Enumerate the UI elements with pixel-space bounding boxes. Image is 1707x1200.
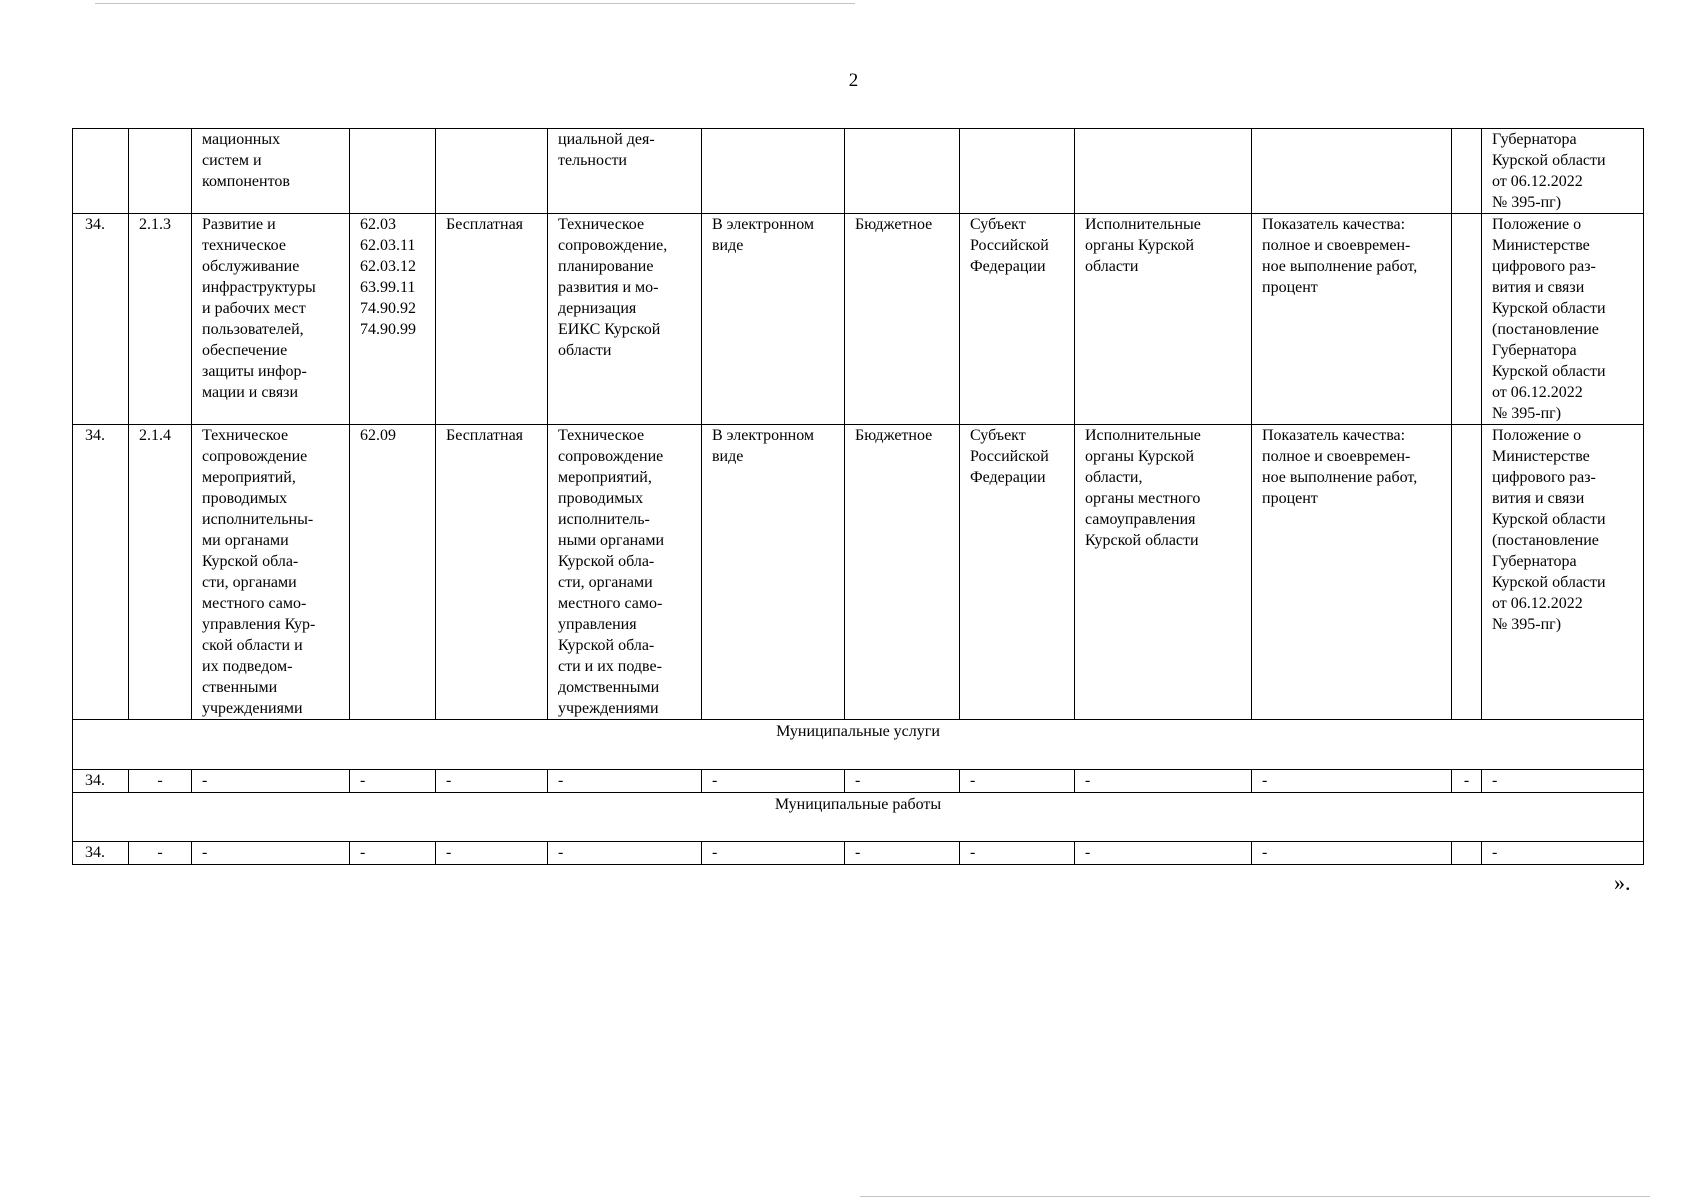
cell-indicator: - [1252, 842, 1452, 865]
cell-code: 2.1.3 [129, 214, 192, 425]
scan-artifact-bottom [860, 1196, 1650, 1197]
cell-okved: - [350, 770, 436, 793]
cell-institution-type: Бюджетное [845, 214, 960, 425]
cell-form: - [702, 842, 845, 865]
cell-indicator: Показатель качества: полное и своевремен- ное выполнение работ, процент [1252, 214, 1452, 425]
closing-quote-mark: ». [1614, 870, 1631, 895]
cell-form: В электронном виде [702, 425, 845, 720]
cell-payment [436, 129, 548, 214]
cell-extra: - [1452, 770, 1482, 793]
cell-consumers: - [1075, 770, 1252, 793]
cell-indicator: - [1252, 770, 1452, 793]
cell-institution-type: - [845, 842, 960, 865]
section-row-works [73, 793, 1644, 842]
cell-code: - [129, 770, 192, 793]
cell-number: 34. [73, 842, 129, 865]
cell-basis: Положение о Министерстве цифрового раз- вития и связи Курской области (постановление Губернатора Курской области от 06.12.2022 № 395-пг) [1482, 425, 1644, 720]
cell-code: 2.1.4 [129, 425, 192, 720]
cell-code [129, 129, 192, 214]
cell-name: - [192, 842, 350, 865]
table-row [73, 214, 1644, 425]
cell-institution-type: - [845, 770, 960, 793]
cell-okved: 62.09 [350, 425, 436, 720]
cell-okved: - [350, 842, 436, 865]
cell-consumers: Исполнительные органы Курской области [1075, 214, 1252, 425]
cell-payment: Бесплатная [436, 214, 548, 425]
cell-basis: Губернатора Курской области от 06.12.2022 № 395-пг) [1482, 129, 1644, 214]
cell-form [702, 129, 845, 214]
cell-name: - [192, 770, 350, 793]
cell-institution-type: Бюджетное [845, 425, 960, 720]
cell-name: Техническое сопровождение мероприятий, проводимых исполнительны- ми органами Курской обла- сти, органами местного само- управления Кур- ской области и их подведом- ственными учреждениями [192, 425, 350, 720]
cell-level: Субъект Российской Федерации [960, 214, 1075, 425]
cell-number [73, 129, 129, 214]
cell-code: - [129, 842, 192, 865]
cell-content: - [548, 770, 702, 793]
cell-extra [1452, 425, 1482, 720]
cell-basis: Положение о Министерстве цифрового раз- вития и связи Курской области (постановление Губернатора Курской области от 06.12.2022 № 395-пг) [1482, 214, 1644, 425]
cell-indicator: Показатель качества: полное и своевремен- ное выполнение работ, процент [1252, 425, 1452, 720]
cell-content: - [548, 842, 702, 865]
table-row [73, 425, 1644, 720]
cell-okved [350, 129, 436, 214]
page-number: 2 [848, 70, 859, 91]
table-row [73, 842, 1644, 865]
cell-level: - [960, 842, 1075, 865]
cell-number: 34. [73, 214, 129, 425]
registry-table [72, 128, 1644, 865]
table-row [73, 129, 1644, 214]
table-row [73, 770, 1644, 793]
cell-extra [1452, 214, 1482, 425]
cell-form: В электронном виде [702, 214, 845, 425]
cell-number: 34. [73, 425, 129, 720]
cell-institution-type [845, 129, 960, 214]
cell-payment: Бесплатная [436, 425, 548, 720]
section-title-services: Муниципальные услуги [73, 720, 1644, 770]
cell-consumers: Исполнительные органы Курской области, органы местного самоуправления Курской области [1075, 425, 1252, 720]
cell-content: Техническое сопровождение мероприятий, проводимых исполнитель- ными органами Курской обла- сти, органами местного само- управления Курской обла- сти и их подве- домственными учреждениями [548, 425, 702, 720]
cell-consumers: - [1075, 842, 1252, 865]
cell-extra [1452, 842, 1482, 865]
cell-consumers [1075, 129, 1252, 214]
cell-form: - [702, 770, 845, 793]
cell-payment: - [436, 842, 548, 865]
cell-name: Развитие и техническое обслуживание инфраструктуры и рабочих мест пользователей, обеспечение защиты инфор- мации и связи [192, 214, 350, 425]
cell-okved: 62.03 62.03.11 62.03.12 63.99.11 74.90.92 74.90.99 [350, 214, 436, 425]
section-title-works: Муниципальные работы [73, 793, 1644, 842]
cell-content: циальной дея- тельности [548, 129, 702, 214]
cell-name: мационных систем и компонентов [192, 129, 350, 214]
cell-indicator [1252, 129, 1452, 214]
cell-level [960, 129, 1075, 214]
cell-level: - [960, 770, 1075, 793]
scan-artifact-top [95, 3, 855, 4]
cell-level: Субъект Российской Федерации [960, 425, 1075, 720]
cell-extra [1452, 129, 1482, 214]
cell-basis: - [1482, 842, 1644, 865]
cell-basis: - [1482, 770, 1644, 793]
cell-content: Техническое сопровождение, планирование развития и мо- дернизация ЕИКС Курской области [548, 214, 702, 425]
section-row-services [73, 720, 1644, 770]
cell-payment: - [436, 770, 548, 793]
cell-number: 34. [73, 770, 129, 793]
